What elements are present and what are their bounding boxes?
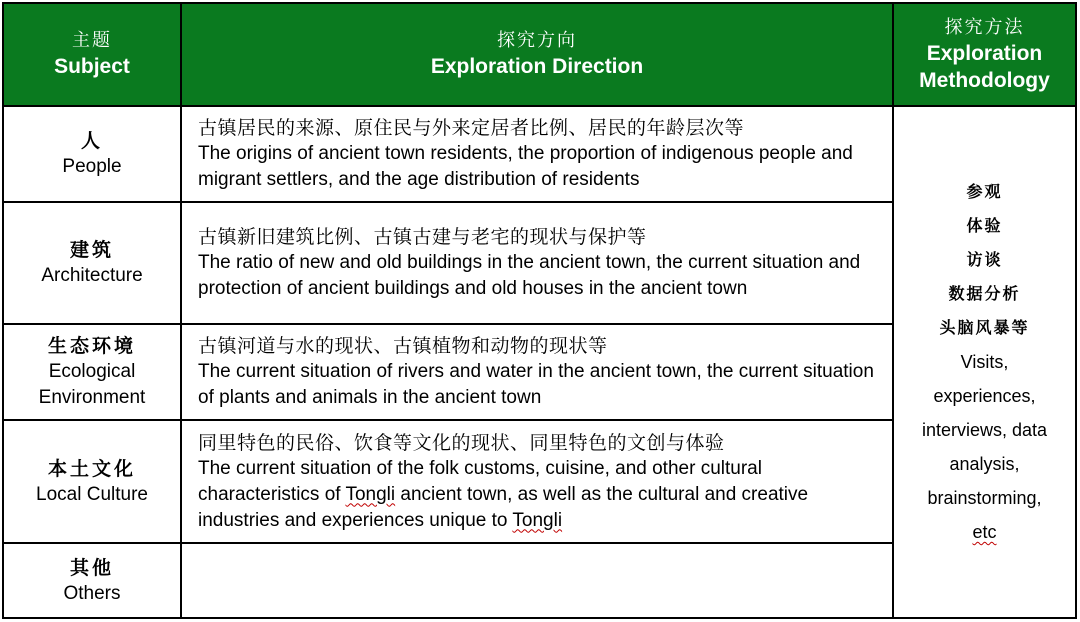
subject-cell-ecological xyxy=(3,324,181,420)
header-direction-zh: 探究方向 xyxy=(497,30,577,51)
subject-zh: 生态环境 xyxy=(47,335,136,357)
subject-cell-people xyxy=(3,106,181,202)
header-direction-en: Exploration Direction xyxy=(430,55,644,78)
subject-en: People xyxy=(62,156,122,177)
direction-zh: 同里特色的民俗、饮食等文化的现状、同里特色的文创与体验 xyxy=(198,431,725,454)
subject-zh: 其他 xyxy=(69,556,114,579)
subject-zh: 建筑 xyxy=(69,239,114,261)
subject-zh: 本土文化 xyxy=(47,457,136,480)
exploration-table xyxy=(2,2,1077,619)
direction-cell-ecological xyxy=(181,324,893,420)
direction-cell-local-culture xyxy=(181,420,893,543)
method-zh-item: 头脑风暴等 xyxy=(939,318,1030,337)
direction-en-part: ancient town, as well as the cultural and creative industries and experiences unique to xyxy=(198,483,809,531)
method-zh-item: 参观 xyxy=(966,182,1003,201)
direction-en: The current situation of rivers and water in the ancient town, the current situation of plants and animals in the ancient town xyxy=(198,361,874,408)
header-method-zh: 探究方法 xyxy=(944,16,1025,38)
subject-en: Local Culture xyxy=(36,483,148,505)
method-en-item: experiences, xyxy=(933,386,1036,406)
direction-cell-others xyxy=(181,543,893,618)
direction-en: The ratio of new and old buildings in the ancient town, the current situation and protection of ancient buildings and old houses in the ancient town xyxy=(198,252,861,299)
direction-en xyxy=(198,456,884,534)
method-en-item: Visits, xyxy=(960,352,1009,372)
method-zh-item: 数据分析 xyxy=(948,284,1021,303)
direction-zh: 古镇新旧建筑比例、古镇古建与老宅的现状与保护等 xyxy=(198,226,647,248)
direction-zh: 古镇河道与水的现状、古镇植物和动物的现状等 xyxy=(198,335,608,357)
header-method-en2: Methodology xyxy=(919,68,1050,92)
direction-cell-people xyxy=(181,106,893,202)
table-row xyxy=(3,106,1076,202)
method-en-item xyxy=(894,515,1075,549)
subject-zh: 人 xyxy=(80,130,103,152)
method-zh-item: 访谈 xyxy=(966,250,1003,269)
header-subject-zh: 主题 xyxy=(72,30,112,51)
subject-cell-others xyxy=(3,543,181,618)
direction-en: The origins of ancient town residents, the proportion of indigenous people and migrant settlers, and the age distribution of residents xyxy=(198,143,853,190)
subject-en: Ecological Environment xyxy=(38,361,146,408)
header-method-en: Exploration xyxy=(926,41,1043,65)
header-subject xyxy=(3,3,181,106)
method-en-item: analysis, xyxy=(949,454,1020,474)
subject-en: Others xyxy=(63,582,121,604)
direction-cell-architecture xyxy=(181,202,893,324)
tongli-word: Tongli xyxy=(512,509,563,531)
method-en-item: brainstorming, xyxy=(927,488,1042,508)
methodology-cell xyxy=(893,106,1076,618)
header-subject-en: Subject xyxy=(54,55,130,78)
header-direction xyxy=(181,3,893,106)
direction-en-part: The current situation of the folk customs, cuisine, and other cultural characteristics of xyxy=(198,457,762,505)
direction-zh: 古镇居民的来源、原住民与外来定居者比例、居民的年龄层次等 xyxy=(198,117,745,139)
header-method xyxy=(893,3,1076,106)
subject-en: Architecture xyxy=(41,265,143,286)
header-row xyxy=(3,3,1076,106)
method-en-item: interviews, data xyxy=(921,420,1048,440)
subject-cell-architecture xyxy=(3,202,181,324)
subject-cell-local-culture xyxy=(3,420,181,543)
tongli-word: Tongli xyxy=(345,483,396,505)
method-zh-item: 体验 xyxy=(966,216,1003,235)
method-en-etc: etc xyxy=(972,522,997,542)
